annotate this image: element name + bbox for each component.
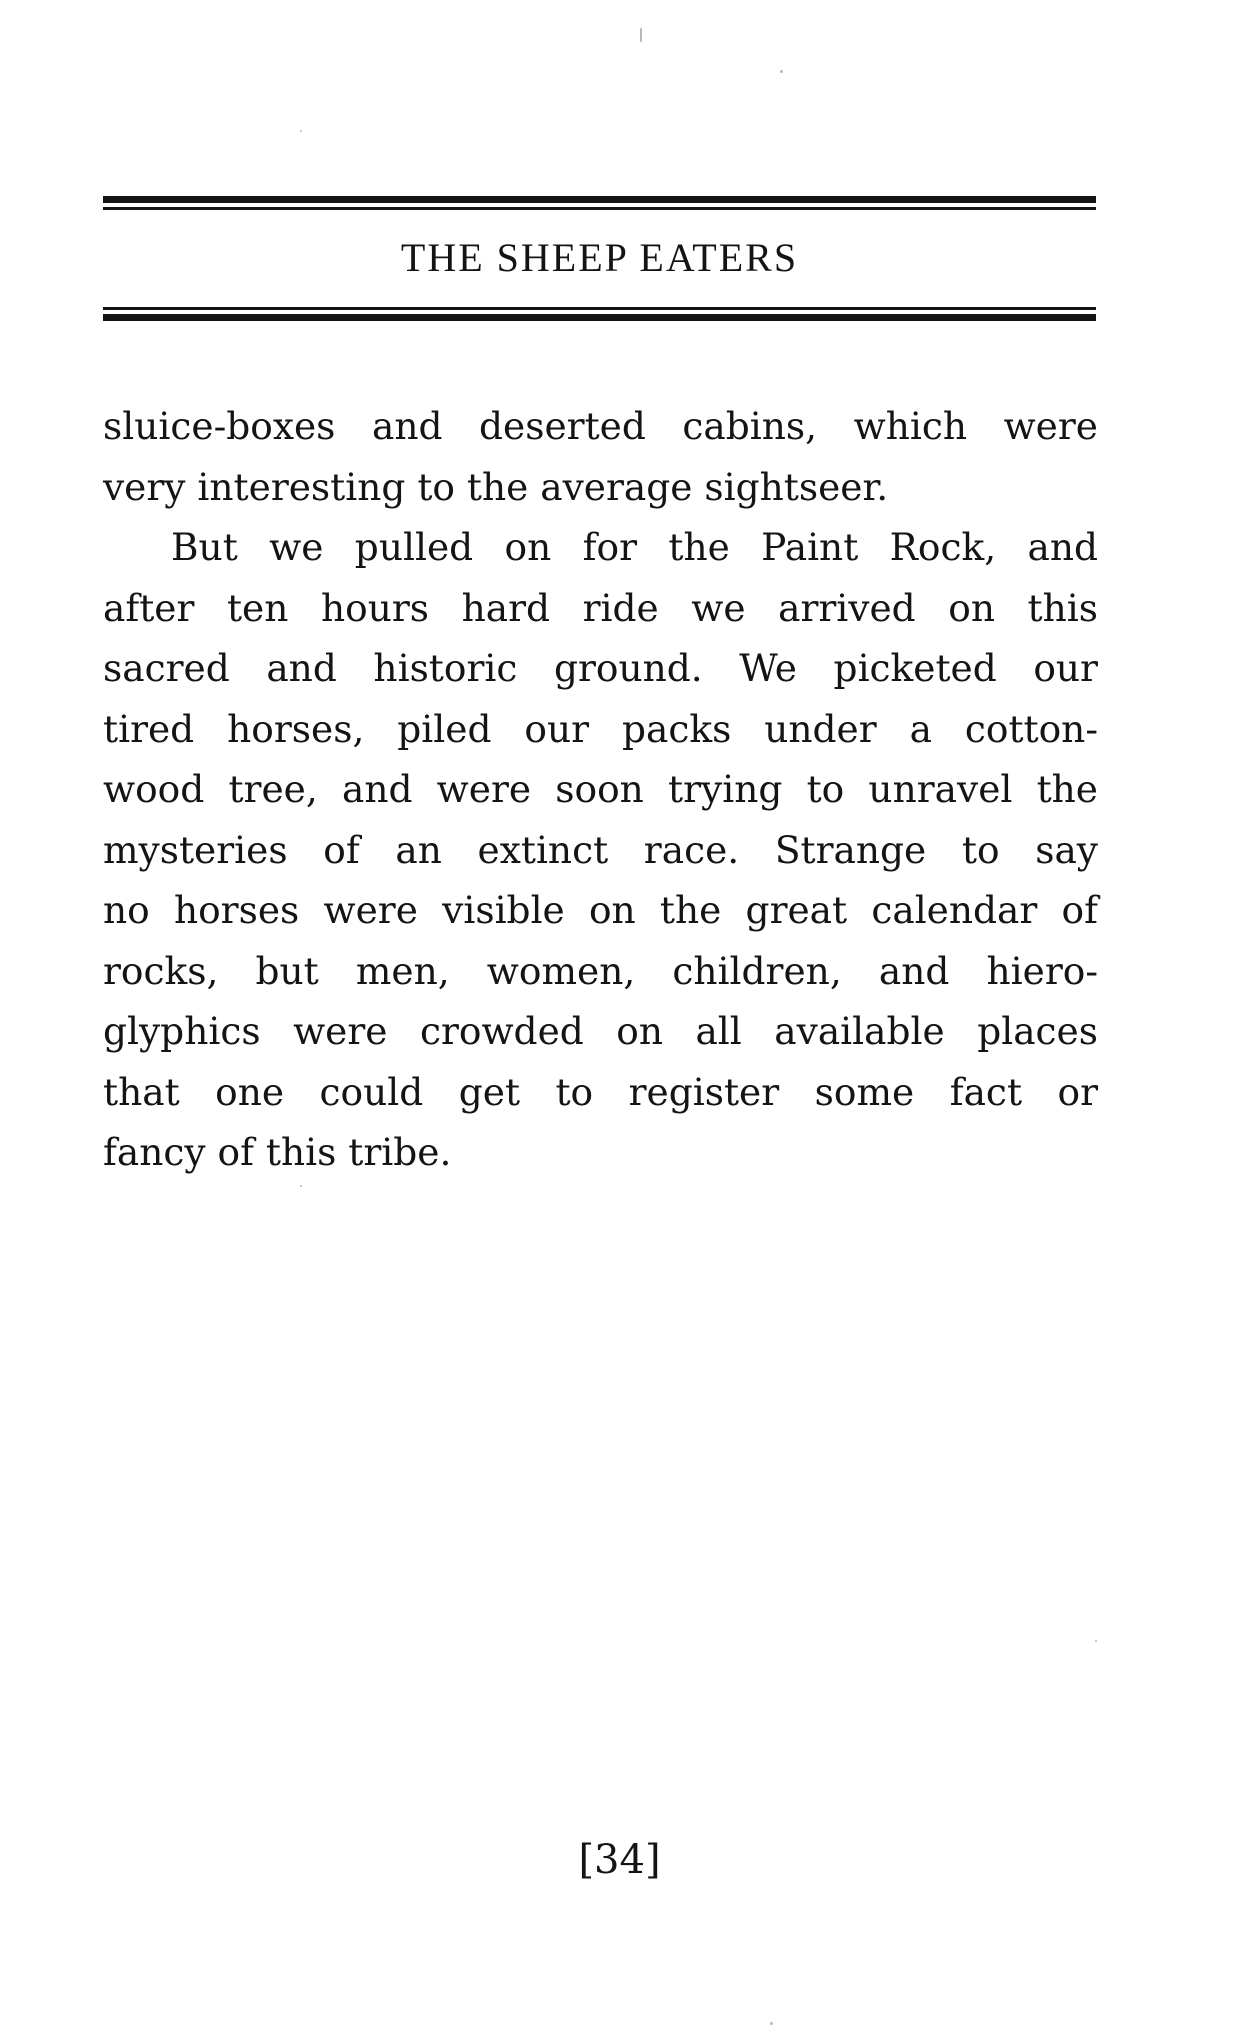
scan-speck: [640, 28, 642, 42]
text-line: But we pulled on for the Paint Rock, and: [171, 525, 1098, 569]
text-line: wood tree, and were soon trying to unravel the: [103, 767, 1098, 811]
text-line: tired horses, piled our packs under a cotton-: [103, 706, 1098, 751]
text-line: sluice-boxes and deserted cabins, which were: [103, 404, 1098, 448]
text-line: rocks, but men, women, children, and hiero-: [103, 948, 1098, 993]
text-line: glyphics were crowded on all available places: [103, 1009, 1098, 1053]
header-rule-bottom: [103, 307, 1096, 321]
scan-speck: [1095, 1640, 1097, 1642]
text-line: sacred and historic ground. We picketed our: [103, 646, 1098, 690]
header-rule-bottom-thin: [103, 307, 1096, 310]
scan-speck: [770, 2022, 773, 2025]
text-line: that one could get to register some fact or: [103, 1069, 1098, 1114]
scan-speck: [300, 130, 302, 132]
running-title: THE SHEEP EATERS: [400, 235, 799, 280]
body-text: [103, 396, 1098, 1183]
page-number: [34]: [578, 1837, 661, 1883]
header-rule-top-thick: [103, 196, 1096, 203]
scan-speck: [780, 70, 783, 73]
text-line: mysteries of an extinct race. Strange to say: [103, 827, 1098, 872]
text-line: very interesting to the average sightseer.: [103, 464, 889, 509]
header-rule-bottom-thick: [103, 314, 1096, 321]
header-rule-top-thin: [103, 207, 1096, 210]
text-line: no horses were visible on the great calendar of: [103, 888, 1098, 932]
text-line: after ten hours hard ride we arrived on this: [103, 585, 1098, 630]
scan-speck: [300, 1185, 302, 1187]
header-rule-top: [103, 196, 1096, 210]
text-line: fancy of this tribe.: [103, 1130, 452, 1174]
